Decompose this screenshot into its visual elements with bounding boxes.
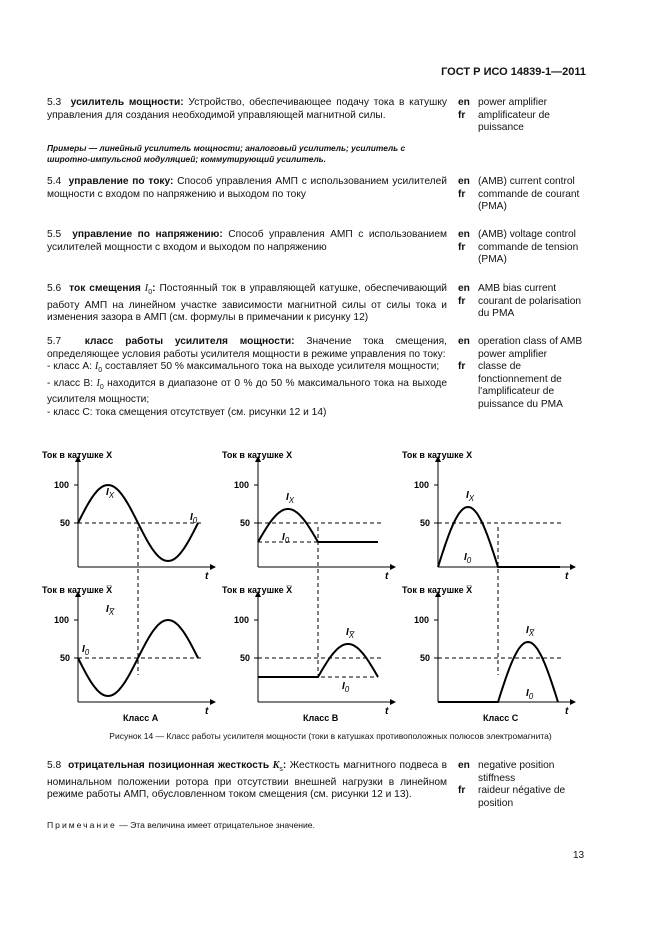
- i0-label: $I_0$: [342, 681, 350, 694]
- tick-100: 100: [54, 480, 70, 490]
- lang-5-3: en power amplifier fr amplificateur de puissance: [458, 97, 588, 135]
- ix-label: $I_{X̅}$: [526, 625, 535, 638]
- axis-title: Ток в катушке X̅: [222, 585, 293, 595]
- lang-5-5: en (AMB) voltage control fr commande de tension (PMA): [458, 229, 579, 266]
- lang-5-7: en operation class of AMB power amplifier fr classe de fonctionnement de l'amplificateur de puissance du PMA: [458, 336, 583, 410]
- term-5-4: 5.4 управление по току: Способ управления АМП с использованием усилителей мощности с входом по напряжению и выходом по току: [47, 176, 447, 200]
- class-label: Класс B: [303, 713, 339, 723]
- t-label: t: [565, 571, 569, 582]
- term-5-5: 5.5 управление по напряжению: Способ управления АМП с использованием усилителей мощности с входом и выходом по напряжению: [47, 229, 447, 253]
- term-5-3: [47, 97, 447, 122]
- t-label: t: [205, 571, 209, 582]
- t-label: t: [565, 706, 569, 717]
- lang-5-6: en AMB bias current fr courant de polarisation du PMA: [458, 283, 582, 320]
- i0-label: $I_0$: [190, 512, 198, 525]
- axis-title: Ток в катушке X̅: [402, 585, 473, 595]
- axis-title: Ток в катушке X: [402, 450, 473, 460]
- figure-panels: [42, 450, 573, 723]
- axis-title: Ток в катушке X̅: [42, 585, 113, 595]
- note: Примечание — Эта величина имеет отрицательное значение.: [47, 820, 315, 830]
- en-term: power amplifier: [478, 97, 548, 108]
- ix-label: $I_X$: [286, 492, 295, 505]
- term-name: усилитель мощности:: [70, 97, 184, 108]
- current-curve: [438, 507, 560, 567]
- page-header: ГОСТ Р ИСО 14839-1—2011: [441, 66, 586, 78]
- tick-100: 100: [54, 615, 70, 625]
- tick-100: 100: [414, 615, 430, 625]
- i0-label: $I_0$: [526, 688, 534, 701]
- t-label: t: [205, 706, 209, 717]
- i0-label: $I_0$: [82, 644, 90, 657]
- tick-100: 100: [414, 480, 430, 490]
- t-label: t: [385, 571, 389, 582]
- tick-50: 50: [240, 653, 251, 663]
- page-number: 13: [573, 850, 585, 861]
- lang-5-8: en negative position stiffness fr raideur négative de position: [458, 760, 566, 809]
- ix-label: $I_{X̅}$: [346, 627, 355, 640]
- tick-100: 100: [234, 615, 250, 625]
- figure-caption: Рисунок 14 — Класс работы усилителя мощности (токи в катушках противоположных полюсов электромагнита): [109, 731, 552, 741]
- term-definition: Устройство, обеспечивающее подачу тока в катушку управления для создания необходимой управляющей магнитной силы.: [47, 97, 447, 121]
- t-label: t: [385, 706, 389, 717]
- term-number: 5.3: [47, 97, 62, 108]
- class-label: Класс A: [123, 713, 159, 723]
- axis-title: Ток в катушке X: [42, 450, 113, 460]
- tick-50: 50: [420, 518, 431, 528]
- current-curve: [438, 642, 558, 702]
- ix-label: $I_{X̅}$: [106, 604, 115, 617]
- figure-14: [40, 445, 600, 725]
- i0-label: $I_0$: [464, 552, 472, 565]
- examples-text: Примеры — линейный усилитель мощности; аналоговый усилитель; усилитель с широтно-импульсной модуляцией; коммутирующий усилитель.: [47, 143, 406, 164]
- term-5-8: 5.8 отрицательная позиционная жесткость $K_s$: Жесткость магнитного подвеса в номинальном положении ротора при отсутствии внешней нагрузки в линейном режиме работы АМП, обусловленном током смещения (см. рисунки 12 и 13).: [47, 760, 447, 801]
- tick-50: 50: [420, 653, 431, 663]
- lang-5-4: en (AMB) current control fr commande de courant (PMA): [458, 176, 580, 213]
- tick-50: 50: [60, 518, 71, 528]
- term-5-6: 5.6 ток смещения $I_0$: Постоянный ток в управляющей катушке, обеспечивающий работу АМП на линейном участке зависимости магнитной силы от силы тока и изменения зазора в АМП (см. формулы в примечании к рисунку 12): [47, 283, 447, 324]
- axis-title: Ток в катушке X: [222, 450, 293, 460]
- tick-100: 100: [234, 480, 250, 490]
- i0-label: $I_0$: [282, 532, 290, 545]
- ix-label: $I_X$: [466, 490, 475, 503]
- term-5-7: 5.7 класс работы усилителя мощности: Значение тока смещения, определяющее условия работы усилителя мощности в режиме управления по току: - класс A: $I_0$ составляет 50 % максимального тока на выходе усилителя мощности; - класс B: $I_0$ находится в диапазоне от 0 % до 50 % максимального тока на выходе усилителя мощности; - класс C: тока смещения отсутствует (см. рисунки 12 и 14): [47, 336, 447, 419]
- fr-term: amplificateur de puissance: [478, 109, 550, 134]
- tick-50: 50: [240, 518, 251, 528]
- ix-label: $I_X$: [106, 487, 115, 500]
- tick-50: 50: [60, 653, 71, 663]
- class-label: Класс C: [483, 713, 519, 723]
